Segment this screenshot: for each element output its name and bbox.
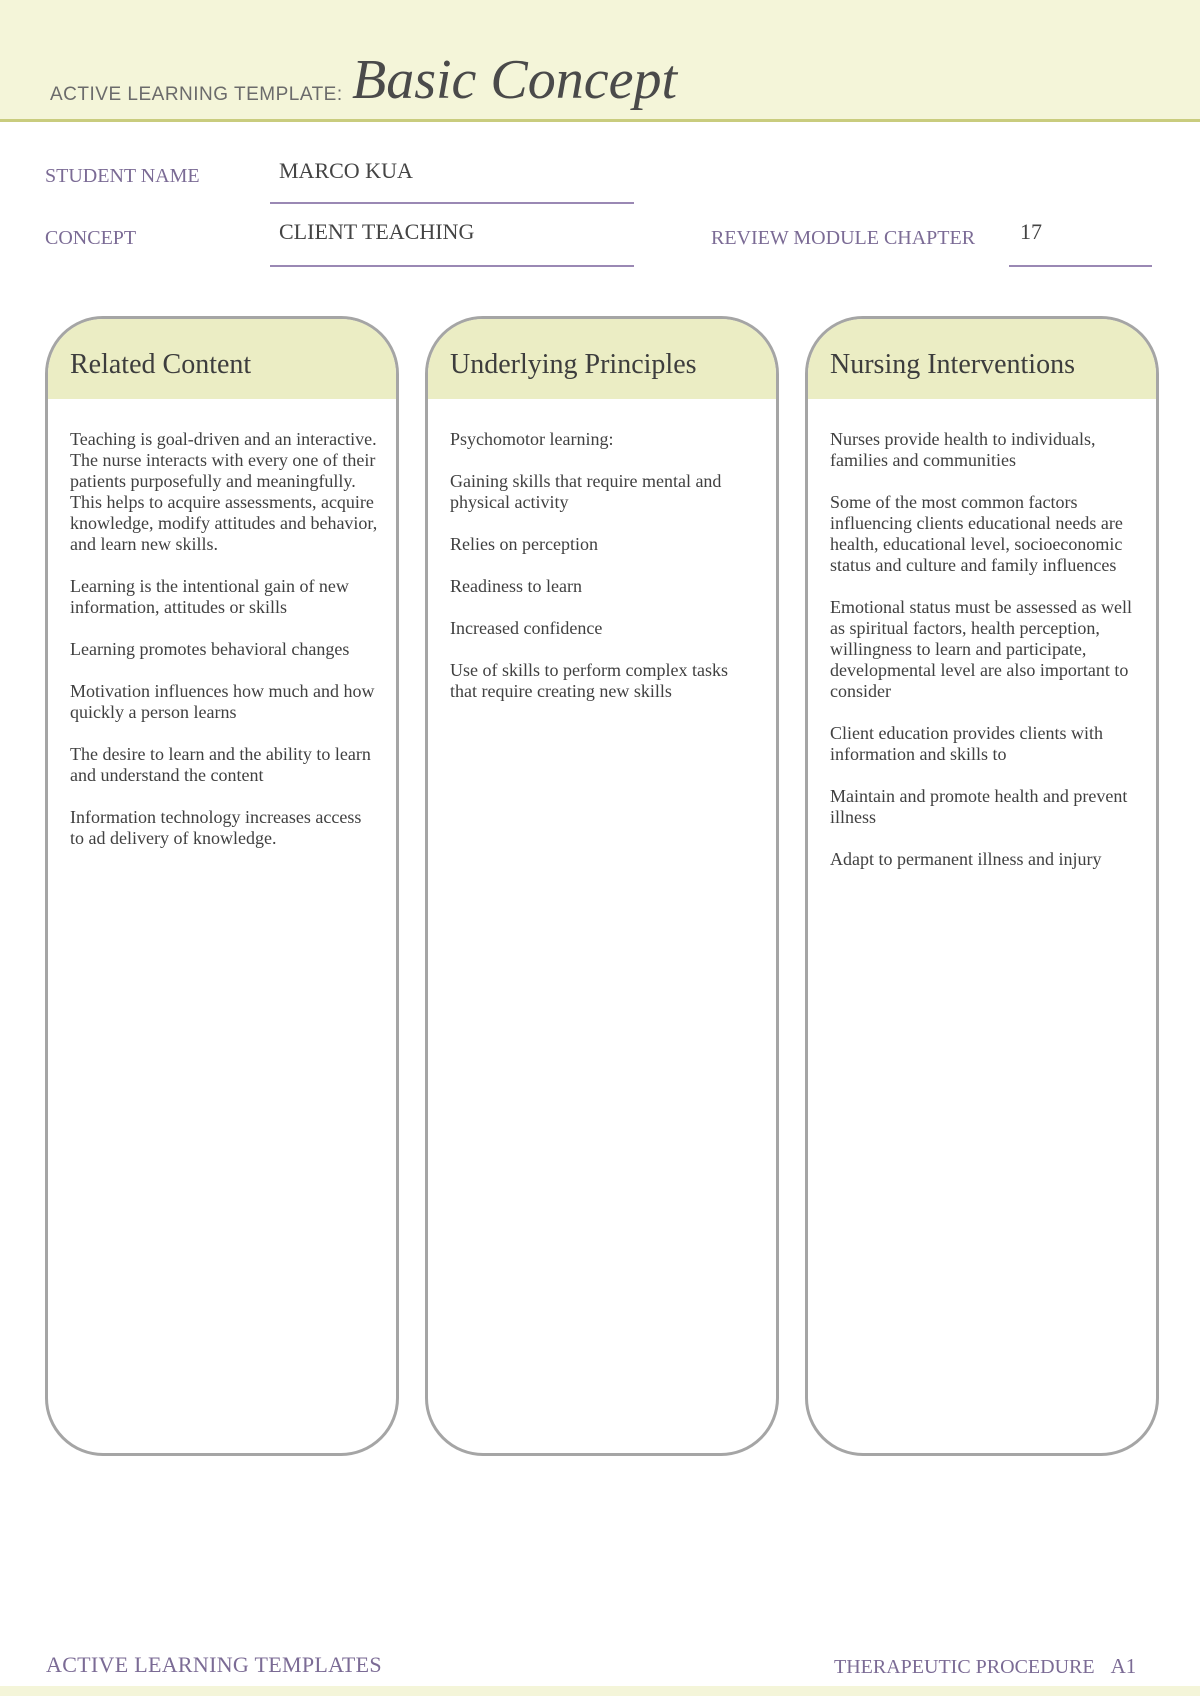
concept-label: CONCEPT — [45, 227, 137, 249]
footer-page-code: A1 — [1110, 1654, 1137, 1678]
student-name-label: STUDENT NAME — [45, 165, 200, 187]
underlying-principles-card — [425, 316, 779, 1456]
footer-section — [834, 1654, 1136, 1679]
related-content-paragraph: Learning promotes behavioral changes — [70, 639, 350, 659]
related-content-paragraph: Teaching is goal-driven and an interactive. The nurse interacts with every one of their patients purposefully and meaningfully. This helps to acquire assessments, acquire knowledge, modify attitudes and behavior, and learn new skills. — [70, 429, 378, 554]
underlying-principles-title: Underlying Principles — [428, 319, 776, 399]
nursing-interventions-paragraph: Adapt to permanent illness and injury — [830, 849, 1102, 869]
related-content-paragraph: Learning is the intentional gain of new information, attitudes or skills — [70, 576, 349, 617]
student-name-line — [270, 202, 634, 204]
student-name-value[interactable]: MARCO KUA — [279, 158, 413, 183]
template-title: Basic Concept — [352, 49, 678, 111]
nursing-interventions-paragraph: Nurses provide health to individuals, families and communities — [830, 429, 1096, 470]
chapter-label: REVIEW MODULE CHAPTER — [711, 227, 976, 249]
chapter-value[interactable]: 17 — [1020, 219, 1042, 244]
underlying-principles-paragraph: Increased confidence — [450, 618, 603, 638]
nursing-interventions-paragraph: Client education provides clients with information and skills to — [830, 723, 1103, 764]
nursing-interventions-body[interactable] — [808, 399, 1156, 870]
concept-value[interactable]: CLIENT TEACHING — [279, 219, 475, 244]
related-content-body[interactable] — [48, 399, 396, 849]
nursing-interventions-paragraph: Emotional status must be assessed as well as spiritual factors, health perception, willingness to learn and participate, developmental level are also important to consider — [830, 597, 1132, 701]
nursing-interventions-card — [805, 316, 1159, 1456]
related-content-title: Related Content — [48, 319, 396, 399]
related-content-paragraph: The desire to learn and the ability to learn and understand the content — [70, 744, 371, 785]
footer-section-label: THERAPEUTIC PROCEDURE — [834, 1656, 1095, 1678]
nursing-interventions-title: Nursing Interventions — [808, 319, 1156, 399]
underlying-principles-paragraph: Use of skills to perform complex tasks that require creating new skills — [450, 660, 728, 701]
footer-band — [0, 1686, 1200, 1696]
footer-series-label: ACTIVE LEARNING TEMPLATES — [46, 1652, 382, 1677]
related-content-paragraph: Information technology increases access to ad delivery of knowledge. — [70, 807, 362, 848]
nursing-interventions-paragraph: Some of the most common factors influencing clients educational needs are health, educational level, socioeconomic status and culture and family influences — [830, 492, 1123, 575]
underlying-principles-paragraph: Psychomotor learning: — [450, 429, 614, 449]
nursing-interventions-paragraph: Maintain and promote health and prevent illness — [830, 786, 1128, 827]
underlying-principles-paragraph: Readiness to learn — [450, 576, 582, 596]
related-content-card — [45, 316, 399, 1456]
related-content-paragraph: Motivation influences how much and how quickly a person learns — [70, 681, 375, 722]
template-label: ACTIVE LEARNING TEMPLATE: — [50, 84, 343, 105]
underlying-principles-paragraph: Relies on perception — [450, 534, 598, 554]
underlying-principles-paragraph: Gaining skills that require mental and physical activity — [450, 471, 722, 512]
concept-line — [270, 265, 634, 267]
underlying-principles-body[interactable] — [428, 399, 776, 702]
chapter-line — [1009, 265, 1152, 267]
